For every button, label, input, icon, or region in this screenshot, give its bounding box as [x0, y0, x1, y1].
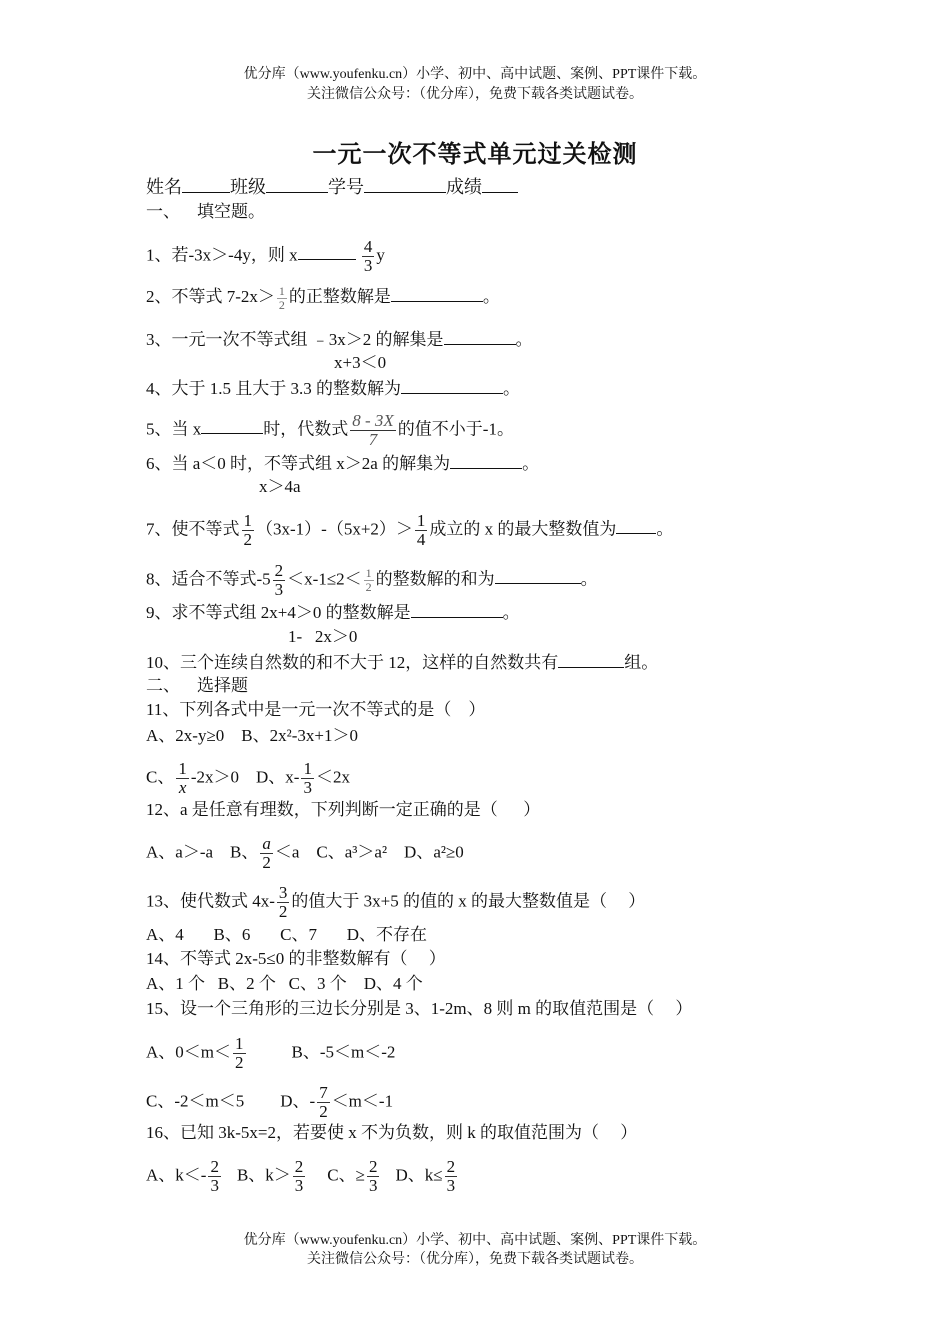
question-1	[146, 238, 385, 275]
name-blank[interactable]	[182, 176, 230, 193]
q15-d-label: D、-	[280, 1091, 316, 1111]
q6-text: 6、当 a＜0 时，不等式组 x＞2a 的解集为	[146, 454, 451, 473]
section-1-heading: 一、 填空题。	[146, 202, 265, 221]
name-label: 姓名	[146, 177, 182, 197]
footer-line-1: 优分库（www.youfenku.cn）小学、初中、高中试题、案例、PPT课件下载。	[243, 1233, 707, 1248]
footer-line-2: 关注微信公众号：（优分库），免费下载各类试题试卷。	[307, 1252, 643, 1267]
q11-d-text: ＜2x	[315, 767, 350, 787]
q16-c-fraction: $\frac{2}{3}$	[368, 1157, 378, 1195]
q7-text-3: 成立的 x 的最大整数值为	[429, 519, 617, 539]
q16-b-fraction: $\frac{2}{3}$	[294, 1157, 304, 1195]
question-13-stem	[146, 884, 645, 921]
page-title: 一元一次不等式单元过关检测	[312, 142, 638, 168]
q5-text: 5、当 x	[146, 419, 202, 439]
q16-d-fraction: $\frac{2}{3}$	[446, 1157, 456, 1195]
q11-c-fraction: $\frac{1}{x}$	[178, 759, 187, 797]
q15-a-text: A、0＜m＜	[146, 1042, 231, 1062]
q5-fraction: $\frac{8 - 3X}{7}$	[352, 411, 394, 449]
question-4	[146, 377, 520, 400]
q9-blank[interactable]	[411, 601, 503, 618]
q11-c-label: C、	[146, 767, 175, 787]
class-blank[interactable]	[266, 176, 328, 193]
q4-blank[interactable]	[401, 377, 503, 394]
q9-line-2: 1- 2x＞0	[288, 627, 358, 646]
question-15-options-cd	[146, 1084, 393, 1121]
question-5	[146, 412, 514, 449]
q4-text: 4、大于 1.5 且大于 3.3 的整数解为	[146, 379, 401, 398]
student-info-line	[146, 176, 518, 198]
q1-fraction: $\frac{4}{3}$	[363, 237, 373, 275]
q10-blank[interactable]	[558, 651, 624, 668]
q11-c-text: -2x＞0 D、x-	[190, 767, 300, 787]
question-11-options-cd	[146, 760, 350, 797]
q7-text-2: （3x-1）-（5x+2）＞	[256, 519, 413, 539]
q3-blank[interactable]	[444, 328, 516, 345]
question-11-stem: 11、下列各式中是一元一次不等式的是（ ）	[146, 700, 486, 719]
q13-fraction: $\frac{3}{2}$	[278, 883, 288, 921]
question-15-options-ab	[146, 1035, 395, 1072]
q8-fraction-1: $\frac{2}{3}$	[274, 561, 284, 599]
question-11-options-ab: A、2x-y≥0 B、2x²-3x+1＞0	[146, 726, 358, 745]
q9-text: 9、求不等式组 2x+4＞0 的整数解是	[146, 603, 411, 622]
q16-b-text: B、k＞	[236, 1165, 291, 1185]
q16-a-fraction: $\frac{2}{3}$	[210, 1157, 219, 1195]
q12-a-text: A、a＞-a B、	[146, 842, 259, 862]
q15-d-fraction: $\frac{7}{2}$	[319, 1083, 328, 1121]
question-2	[146, 285, 500, 311]
question-6	[146, 452, 539, 475]
class-label: 班级	[230, 177, 266, 197]
q2-fraction: $\frac{1}{2}$	[278, 284, 285, 312]
q3-text: 3、一元一次不等式组 ﹣3x＞2 的解集是	[146, 330, 444, 349]
q9-end: 。	[502, 603, 520, 622]
q6-end: 。	[522, 454, 540, 473]
q3-end: 。	[515, 330, 533, 349]
q7-fraction-2: $\frac{1}{4}$	[416, 511, 426, 549]
q5-tail: 的值不小于-1。	[397, 419, 514, 439]
q1-tail: y	[376, 245, 385, 265]
q15-c-text: C、-2＜m＜5	[146, 1091, 245, 1111]
q15-a-fraction: $\frac{1}{2}$	[235, 1034, 244, 1072]
q7-fraction-1: $\frac{1}{2}$	[243, 511, 252, 549]
q8-blank[interactable]	[495, 567, 581, 584]
score-blank[interactable]	[482, 176, 518, 193]
q16-d-text: D、k≤	[395, 1165, 443, 1185]
question-12-stem: 12、a 是任意有理数，下列判断一定正确的是（ ）	[146, 800, 541, 819]
q12-b-fraction: $\frac{a}{2}$	[262, 834, 271, 872]
header-line-2: 关注微信公众号：（优分库），免费下载各类试题试卷。	[307, 87, 643, 102]
q13-text-2: 的值大于 3x+5 的值的 x 的最大整数值是（ ）	[291, 891, 646, 911]
q2-text-2: 的正整数解是	[288, 287, 391, 306]
q7-blank[interactable]	[616, 517, 656, 534]
q7-text: 7、使不等式	[146, 519, 240, 539]
q6-blank[interactable]	[450, 452, 522, 469]
q10-tail: 组。	[624, 653, 659, 672]
question-14-stem: 14、不等式 2x-5≤0 的非整数解有（ ）	[146, 949, 446, 968]
question-14-options: A、1 个 B、2 个 C、3 个 D、4 个	[146, 974, 423, 993]
number-label: 学号	[328, 177, 364, 197]
q8-end: 。	[580, 569, 598, 589]
question-9	[146, 601, 520, 624]
q1-blank[interactable]	[298, 243, 356, 260]
q11-d-fraction: $\frac{1}{3}$	[303, 759, 312, 797]
q5-blank[interactable]	[201, 417, 263, 434]
q2-blank[interactable]	[391, 285, 483, 302]
q16-c-text: C、≥	[327, 1165, 365, 1185]
q16-a-text: A、k＜-	[146, 1165, 207, 1185]
q3-line-2: x+3＜0	[334, 353, 387, 372]
q5-text-2: 时，代数式	[263, 419, 349, 439]
question-12-options	[146, 835, 464, 872]
section-2-heading: 二、 选择题	[146, 676, 248, 695]
number-blank[interactable]	[364, 176, 446, 193]
question-13-options: A、4 B、6 C、7 D、不存在	[146, 925, 427, 944]
q6-line-2: x＞4a	[259, 477, 301, 496]
question-3	[146, 328, 533, 351]
q2-text: 2、不等式 7-2x＞	[146, 287, 275, 306]
score-label: 成绩	[446, 177, 482, 197]
question-8	[146, 562, 598, 599]
q8-text: 8、适合不等式-5	[146, 569, 271, 589]
q4-end: 。	[503, 379, 520, 398]
question-7	[146, 512, 673, 549]
question-16-options	[146, 1158, 459, 1195]
q15-b-text: B、-5＜m＜-2	[291, 1042, 396, 1062]
q10-text: 10、三个连续自然数的和不大于 12，这样的自然数共有	[146, 653, 559, 672]
question-10	[146, 651, 658, 674]
q13-text: 13、使代数式 4x-	[146, 891, 275, 911]
q8-fraction-2: $\frac{1}{2}$	[365, 566, 372, 594]
q8-text-3: 的整数解的和为	[375, 569, 495, 589]
q1-text: 1、若-3x＞-4y，则 x	[146, 245, 298, 265]
q8-text-2: ＜x-1≤2＜	[287, 569, 362, 589]
q7-end: 。	[656, 519, 674, 539]
header-line-1: 优分库（www.youfenku.cn）小学、初中、高中试题、案例、PPT课件下载。	[243, 67, 707, 82]
question-15-stem: 15、设一个三角形的三边长分别是 3、1-2m、8 则 m 的取值范围是（ ）	[146, 999, 693, 1018]
q2-end: 。	[482, 287, 500, 306]
q15-d-text: ＜m＜-1	[331, 1091, 394, 1111]
question-16-stem: 16、已知 3k-5x=2，若要使 x 不为负数，则 k 的取值范围为（ ）	[146, 1123, 638, 1142]
q12-b-text: ＜a C、a³＞a² D、a²≥0	[274, 842, 464, 862]
